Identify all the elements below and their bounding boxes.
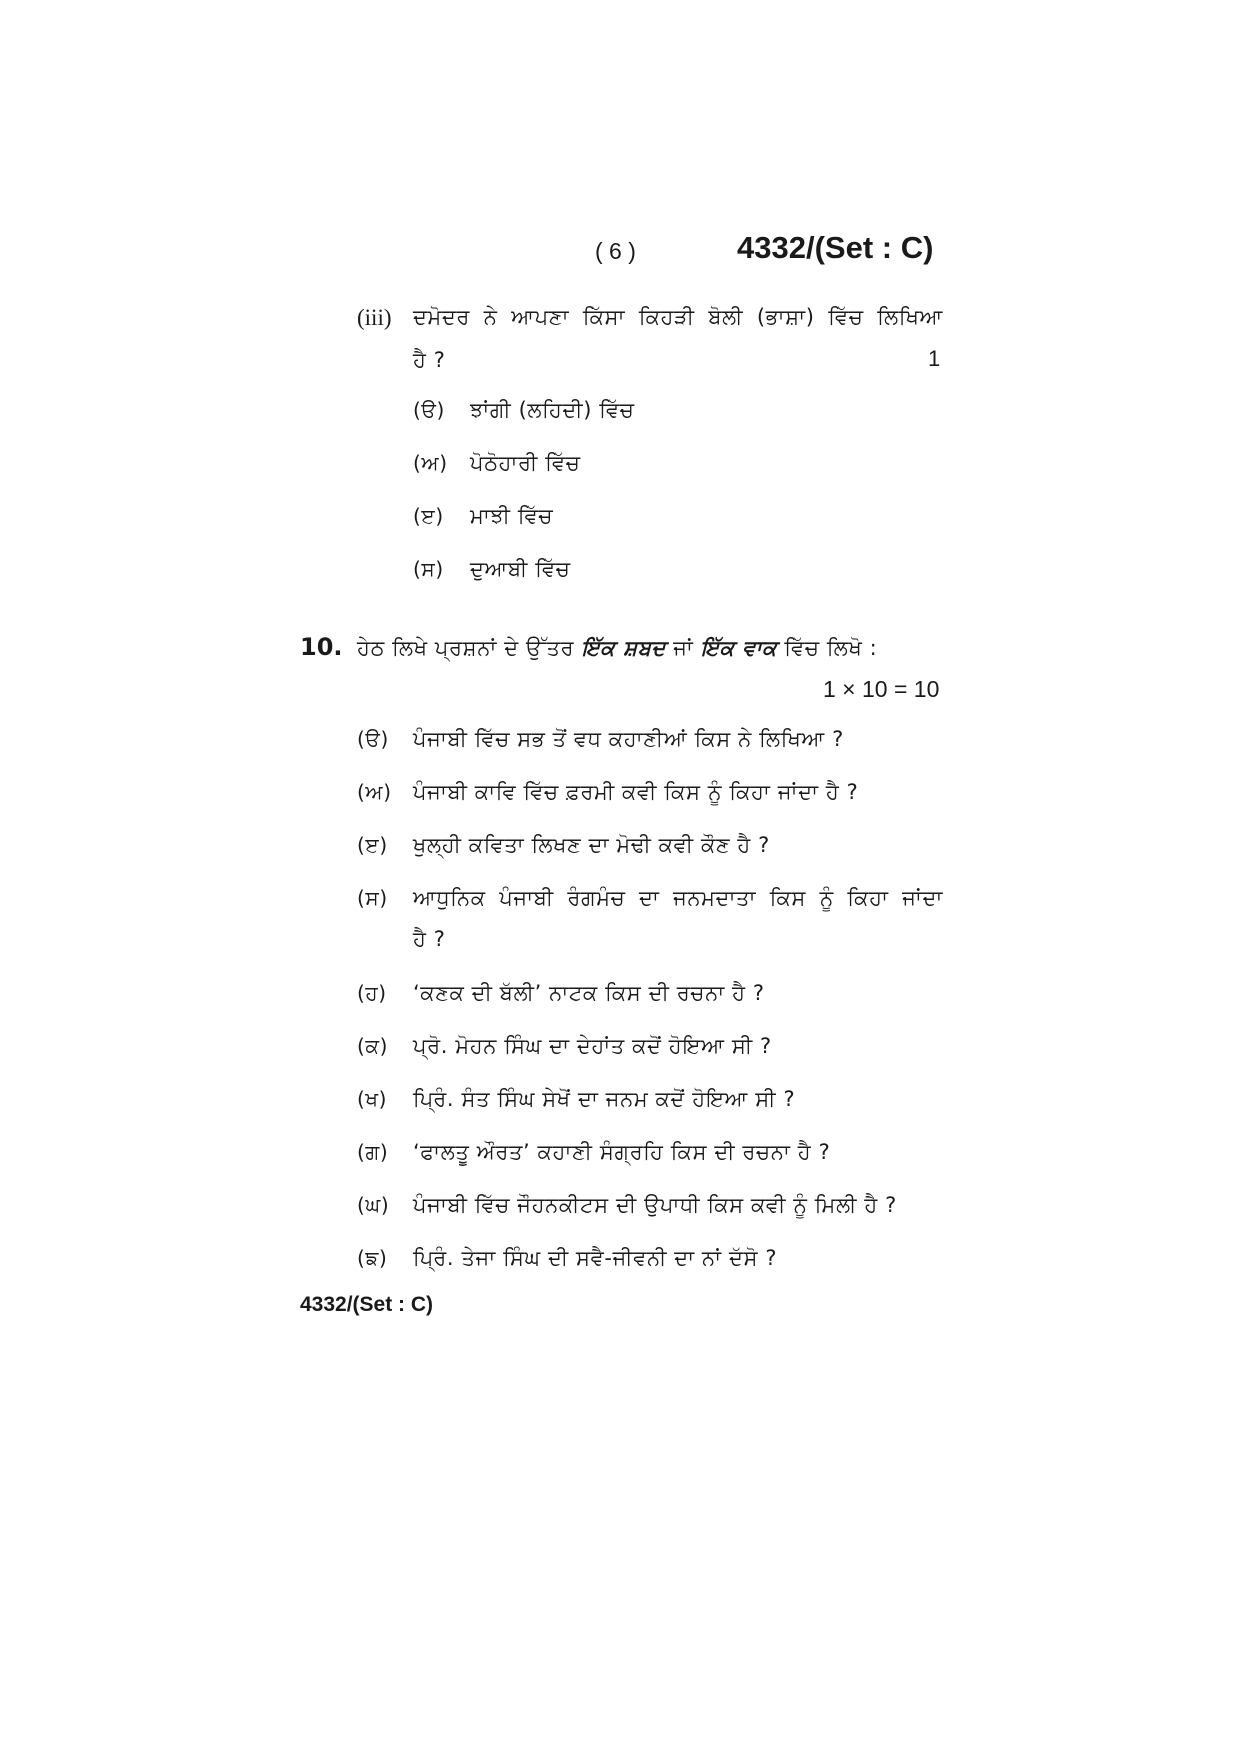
word: ਲਿਖਿਆ [877,305,943,329]
set-code-footer: 4332/(Set : C) [300,1293,434,1316]
question-10-marks: 1 × 10 = 10 [823,676,940,702]
set-code-header: 4332/(Set : C) [737,230,934,265]
option-text: ਦੁਆਬੀ ਵਿੱਚ [470,557,571,581]
option-label: (ੲ) [413,504,444,528]
option-label: (ਸ) [413,557,444,581]
option-label: (ੳ) [413,398,445,422]
question-iii-number: (iii) [357,305,392,330]
word: (ਭਾਸ਼ਾ) [756,305,815,329]
sub-question-text: ਪੰਜਾਬੀ ਵਿੱਚ ਸਭ ਤੋਂ ਵਧ ਕਹਾਣੀਆਂ ਕਿਸ ਨੇ ਲਿਖਿਆ ? [413,727,844,751]
word: ਕਿਹੜੀ [638,305,695,329]
word: ਨੇ [483,305,498,329]
sub-question-label: (ਗ) [357,1140,389,1164]
instruction-part: ਜਾਂ [665,636,701,660]
sub-question-label: (ਘ) [357,1193,390,1217]
word: ਦਮੋਦਰ [413,305,471,329]
sub-question-label: (ੲ) [357,833,388,857]
sub-question-text: ਪੰਜਾਬੀ ਵਿੱਚ ਜੌਹਨਕੀਟਸ ਦੀ ਉਪਾਧੀ ਕਿਸ ਕਵੀ ਨੂੰ ਮਿਲੀ ਹੈ ? [413,1193,897,1217]
sub-question-label: (ੳ) [357,727,389,751]
word: ਕਿਹਾ [847,886,889,910]
instruction-emphasis: ਇੱਕ ਸ਼ਬਦ [581,636,666,660]
question-iii-text-line1 [413,305,943,330]
sub-question-text: ਖੁਲ੍ਹੀ ਕਵਿਤਾ ਲਿਖਣ ਦਾ ਮੋਢੀ ਕਵੀ ਕੌਣ ਹੈ ? [413,833,770,857]
word: ਰੰਗਮੰਚ [567,886,626,910]
word: ਪੰਜਾਬੀ [499,886,554,910]
word: ਦਾ [638,886,660,910]
word: ਜਾਂਦਾ [902,886,943,910]
instruction-emphasis: ਇੱਕ ਵਾਕ [700,636,778,660]
sub-question-text: ਪ੍ਰਿੰ. ਸੰਤ ਸਿੰਘ ਸੇਖੋਂ ਦਾ ਜਨਮ ਕਦੋਂ ਹੋਇਆ ਸੀ ? [413,1087,796,1111]
word: ਕਿਸ [769,886,806,910]
sub-question-text: ‘ਫਾਲਤੂ ਔਰਤ’ ਕਹਾਣੀ ਸੰਗ੍ਰਹਿ ਕਿਸ ਦੀ ਰਚਨਾ ਹੈ ? [413,1140,831,1164]
word: ਜਨਮਦਾਤਾ [673,886,757,910]
sub-question-text: ਪੰਜਾਬੀ ਕਾਵਿ ਵਿੱਚ ਫ਼ਰਮੀ ਕਵੀ ਕਿਸ ਨੂੰ ਕਿਹਾ ਜਾਂਦਾ ਹੈ ? [413,780,859,804]
sub-question-label: (ਸ) [357,886,388,910]
sub-question-text-line1 [413,886,943,911]
sub-question-text-line2: ਹੈ ? [413,927,446,951]
word: ਨੂੰ [819,886,834,910]
question-iii-marks: 1 [928,346,941,371]
question-10-number: 10. [300,633,343,661]
word: ਕਿੱਸਾ [582,305,626,329]
sub-question-text: ‘ਕਣਕ ਦੀ ਬੱਲੀ’ ਨਾਟਕ ਕਿਸ ਦੀ ਰਚਨਾ ਹੈ ? [413,981,765,1005]
page-number: ( 6 ) [595,238,636,264]
option-text: ਪੋਠੋਹਾਰੀ ਵਿੱਚ [470,451,581,475]
word: ਵਿੱਚ [828,305,864,329]
instruction-part: ਵਿੱਚ ਲਿਖੋ : [777,636,878,660]
word: ਆਪਣਾ [511,305,570,329]
sub-question-text: ਪ੍ਰਿੰ. ਤੇਜਾ ਸਿੰਘ ਦੀ ਸਵੈ-ਜੀਵਨੀ ਦਾ ਨਾਂ ਦੱਸੋ ? [413,1246,778,1270]
option-text: ਮਾਝੀ ਵਿੱਚ [470,504,554,528]
sub-question-label: (ਖ) [357,1087,388,1111]
question-10-instruction [357,636,877,661]
word: ਬੋਲੀ [708,305,744,329]
instruction-part: ਹੇਠ ਲਿਖੇ ਪ੍ਰਸ਼ਨਾਂ ਦੇ ਉੱਤਰ [357,636,582,660]
sub-question-label: (ਹ) [357,981,387,1005]
sub-question-label: (ਅ) [357,780,392,804]
option-text: ਝਾਂਗੀ (ਲਹਿਦੀ) ਵਿੱਚ [470,398,635,422]
sub-question-text: ਪ੍ਰੋ. ਮੋਹਨ ਸਿੰਘ ਦਾ ਦੇਹਾਂਤ ਕਦੋਂ ਹੋਇਆ ਸੀ ? [413,1034,772,1058]
sub-question-label: (ਕ) [357,1034,389,1058]
option-label: (ਅ) [413,451,448,475]
sub-question-label: (ਙ) [357,1246,388,1270]
question-iii-text-line2: ਹੈ ? [413,348,446,372]
word: ਆਧੁਨਿਕ [413,886,486,910]
